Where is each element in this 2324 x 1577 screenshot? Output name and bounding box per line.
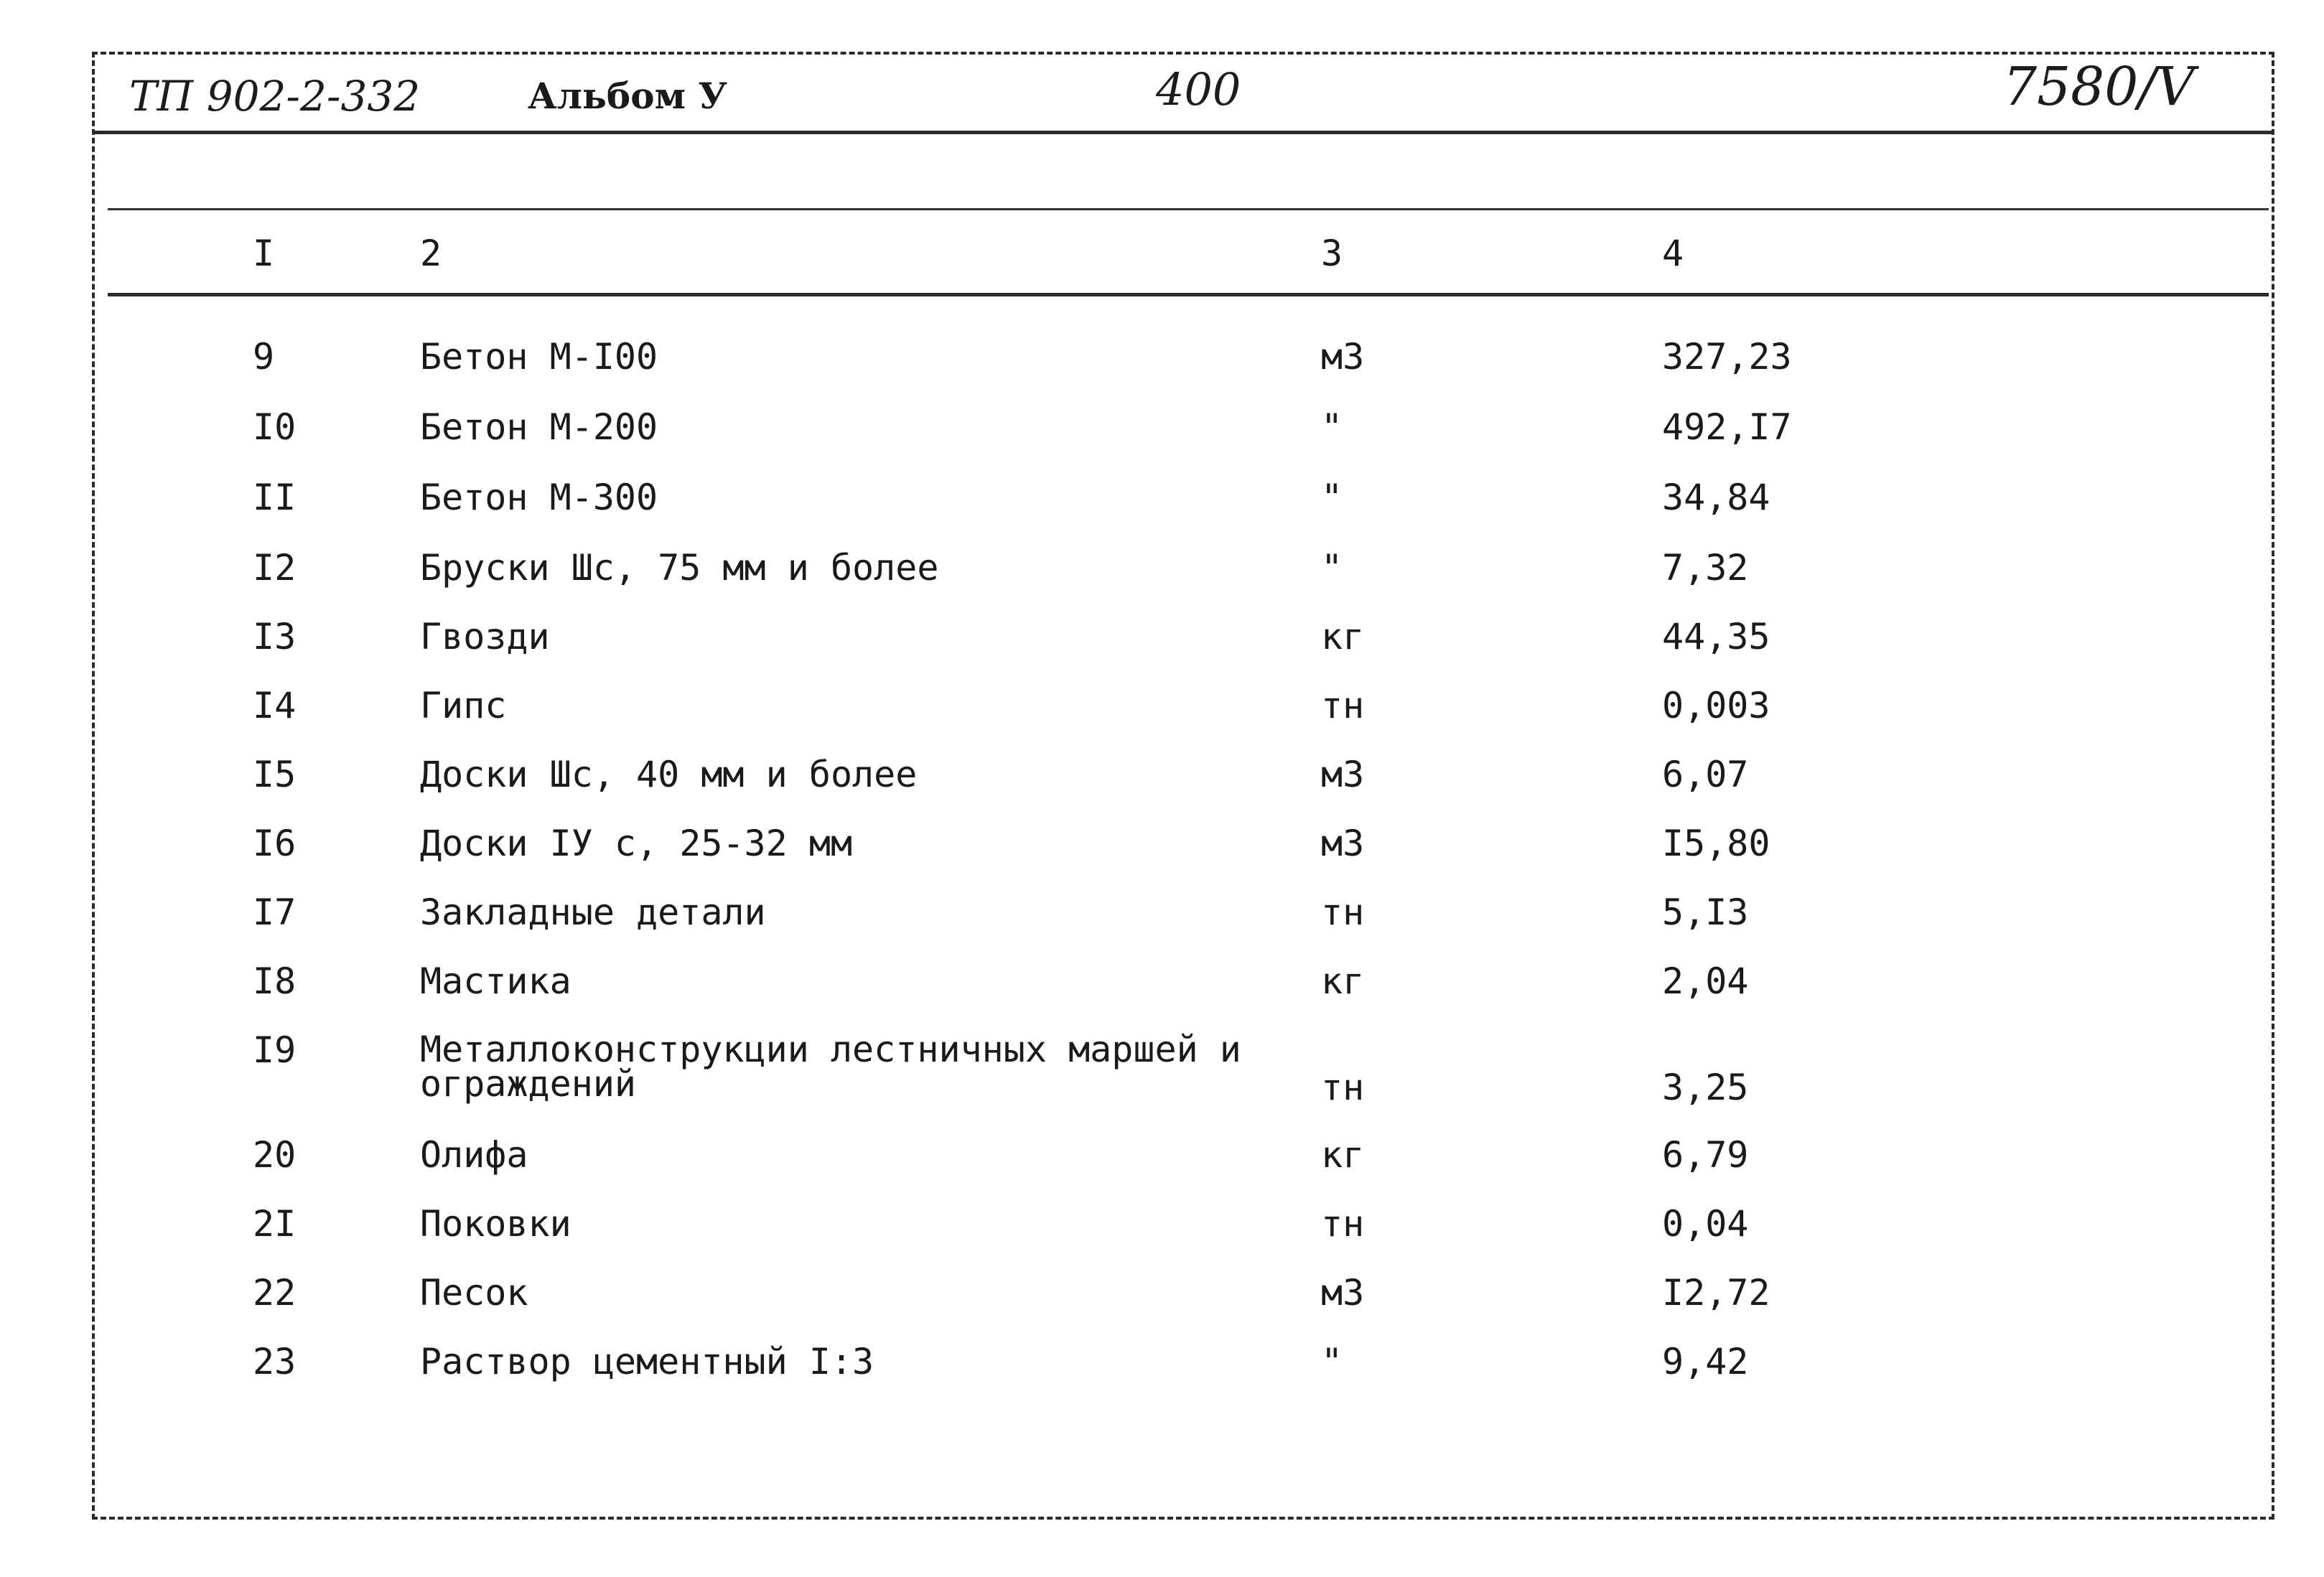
column-header-4: 4 xyxy=(1662,233,1684,274)
row-material: Гипс xyxy=(420,685,507,726)
row-quantity: I5,80 xyxy=(1662,823,1770,864)
row-unit: " xyxy=(1321,547,1343,589)
sheet-code: 7580/V xyxy=(2003,56,2195,118)
row-number: II xyxy=(253,477,297,518)
row-number: I0 xyxy=(253,406,297,448)
row-number: I9 xyxy=(253,1029,297,1071)
album-label: Альбом У xyxy=(528,75,728,117)
row-unit: м3 xyxy=(1321,754,1365,795)
document-frame xyxy=(92,52,2274,1520)
row-material: Доски Шс, 40 мм и более xyxy=(420,754,918,795)
row-unit: м3 xyxy=(1321,1272,1365,1314)
row-unit: м3 xyxy=(1321,336,1365,378)
row-number: I4 xyxy=(253,685,297,726)
row-number: 9 xyxy=(253,336,275,378)
row-quantity: 0,04 xyxy=(1662,1203,1749,1245)
row-unit: " xyxy=(1321,406,1343,448)
column-header-2: 2 xyxy=(420,233,442,274)
row-quantity: 6,79 xyxy=(1662,1134,1749,1176)
row-unit: " xyxy=(1321,477,1343,518)
row-quantity: 7,32 xyxy=(1662,547,1749,589)
row-unit: кг xyxy=(1321,616,1365,658)
row-material: Закладные детали xyxy=(420,892,766,933)
page-number: 400 xyxy=(1156,63,1241,116)
column-header-bottom-rule xyxy=(108,293,2269,296)
column-header-top-rule xyxy=(108,208,2269,210)
document-code: ТП 902-2-332 xyxy=(129,72,421,121)
row-number: I5 xyxy=(253,754,297,795)
row-quantity: 327,23 xyxy=(1662,336,1792,378)
row-quantity: 2,04 xyxy=(1662,960,1749,1002)
row-material: Бетон М-200 xyxy=(420,406,658,448)
row-quantity: 3,25 xyxy=(1662,1067,1749,1108)
row-unit: кг xyxy=(1321,1134,1365,1176)
row-material: Олифа xyxy=(420,1134,528,1176)
row-material: Песок xyxy=(420,1272,528,1314)
column-header-1: I xyxy=(253,233,275,274)
row-number: I2 xyxy=(253,547,297,589)
row-unit: " xyxy=(1321,1341,1343,1382)
row-unit: кг xyxy=(1321,960,1365,1002)
row-quantity: 0,003 xyxy=(1662,685,1770,726)
row-material: Гвозди xyxy=(420,616,550,658)
row-quantity: I2,72 xyxy=(1662,1272,1770,1314)
row-number: 23 xyxy=(253,1341,297,1382)
row-unit: тн xyxy=(1321,892,1365,933)
column-header-3: 3 xyxy=(1321,233,1343,274)
header-divider xyxy=(92,131,2274,134)
row-number: 2I xyxy=(253,1203,297,1245)
row-quantity: 5,I3 xyxy=(1662,892,1749,933)
row-unit: м3 xyxy=(1321,823,1365,864)
row-number: I8 xyxy=(253,960,297,1002)
row-material: Раствор цементный I:3 xyxy=(420,1341,874,1382)
row-material: Бетон М-I00 xyxy=(420,336,658,378)
row-unit: тн xyxy=(1321,685,1365,726)
row-material: Металлоконструкции лестничных маршей и ограждений xyxy=(420,1029,1241,1105)
row-number: 22 xyxy=(253,1272,297,1314)
row-number: 20 xyxy=(253,1134,297,1176)
row-quantity: 492,I7 xyxy=(1662,406,1792,448)
row-quantity: 6,07 xyxy=(1662,754,1749,795)
row-quantity: 34,84 xyxy=(1662,477,1770,518)
row-material: Бетон М-300 xyxy=(420,477,658,518)
row-material: Бруски Шс, 75 мм и более xyxy=(420,547,939,589)
row-number: I3 xyxy=(253,616,297,658)
row-quantity: 9,42 xyxy=(1662,1341,1749,1382)
row-number: I6 xyxy=(253,823,297,864)
row-material: Доски IУ с, 25-32 мм xyxy=(420,823,853,864)
row-unit: тн xyxy=(1321,1067,1365,1108)
row-material: Поковки xyxy=(420,1203,571,1245)
row-unit: тн xyxy=(1321,1203,1365,1245)
row-quantity: 44,35 xyxy=(1662,616,1770,658)
row-number: I7 xyxy=(253,892,297,933)
row-material: Мастика xyxy=(420,960,571,1002)
